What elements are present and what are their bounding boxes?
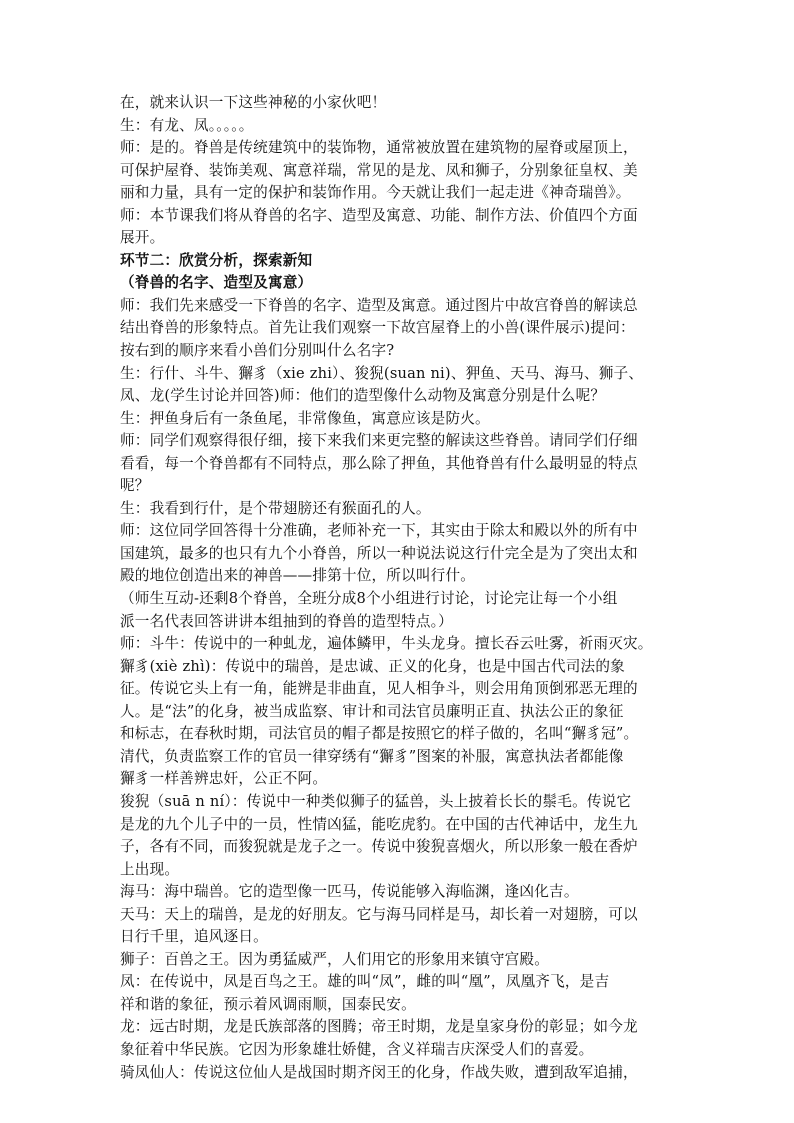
text-line: 凤、龙(学生讨论并回答)师：他们的造型像什么动物及寓意分别是什么呢？ [120, 387, 606, 405]
section-subheading: （脊兽的名字、造型及寓意） [120, 274, 313, 292]
text-line: 生：行什、斗牛、獬豸（xie zhi）、狻猊(suan ni)、狎鱼、天马、海马、狮子、 [120, 364, 644, 382]
text-line: 师：是的。脊兽是传统建筑中的装饰物，通常被放置在建筑物的屋脊或屋顶上， [120, 139, 638, 157]
text-line: 日行千里，追风逐日。 [120, 928, 268, 946]
text-line: 师：同学们观察得很仔细，接下来我们来更完整的解读这些脊兽。请同学们仔细 [120, 432, 638, 450]
text-line: 征。传说它头上有一角，能辨是非曲直，见人相争斗，则会用角顶倒邪恶无理的 [120, 680, 638, 698]
text-line: 生：有龙、凤。。。。。 [120, 116, 254, 134]
text-line: 在，就来认识一下这些神秘的小家伙吧！ [120, 94, 387, 111]
text-line: 是龙的九个儿子中的一员，性情凶猛，能吃虎豹。在中国的古代神话中，龙生九 [120, 815, 638, 833]
text-line: 象征着中华民族。它因为形象雄壮娇健，含义祥瑞吉庆深受人们的喜爱。 [120, 1040, 594, 1058]
text-line: 师：斗牛：传说中的一种虬龙，遍体鳞甲，牛头龙身。擅长吞云吐雾，祈雨灭灾。 [120, 635, 653, 653]
text-line: 结出脊兽的形象特点。首先让我们观察一下故宫屋脊上的小兽(课件展示)提问： [120, 319, 635, 337]
text-line: 人。是“法”的化身，被当成监察、审计和司法官员廉明正直、执法公正的象征 [120, 702, 624, 720]
text-line: 看看，每一个脊兽都有不同特点，那么除了押鱼，其他脊兽有什么最明显的特点 [120, 454, 638, 472]
text-line: 狮子：百兽之王。因为勇猛威严，人们用它的形象用来镇守宫殿。 [120, 950, 550, 968]
text-line: 狻猊（suā n ní）：传说中一种类似狮子的猛兽，头上披着长长的鬃毛。传说它 [120, 792, 632, 810]
text-line: 上出现。 [120, 860, 180, 878]
text-line: 国建筑，最多的也只有九个小脊兽，所以一种说法说这行什完全是为了突出太和 [120, 544, 638, 562]
text-line: 师：这位同学回答得十分准确，老师补充一下，其实由于除太和殿以外的所有中 [120, 522, 638, 540]
text-line: 和标志，在春秋时期，司法官员的帽子都是按照它的样子做的，名叫“獬豸冠”。 [120, 725, 639, 743]
section-heading: 环节二：欣赏分析，探索新知 [120, 251, 313, 269]
text-line: 骑凤仙人：传说这位仙人是战国时期齐闵王的化身，作战失败，遭到敌军追捕， [120, 1063, 638, 1081]
text-line: 丽和力量，具有一定的保护和装饰作用。今天就让我们一起走进《神奇瑞兽》。 [120, 184, 631, 202]
text-line: 祥和谐的象征，预示着风调雨顺，国泰民安。 [120, 995, 416, 1013]
text-line: 天马：天上的瑞兽，是龙的好朋友。它与海马同样是马，却长着一对翅膀，可以 [120, 905, 638, 923]
text-line: 殿的地位创造出来的神兽——排第十位，所以叫行什。 [120, 567, 476, 585]
text-line: 按右到的顺序来看小兽们分别叫什么名字? [120, 342, 395, 360]
text-line: 展开。 [120, 229, 165, 247]
text-line: 师：我们先来感受一下脊兽的名字、造型及寓意。通过图片中故宫脊兽的解读总 [120, 296, 638, 314]
text-line: 海马：海中瑞兽。它的造型像一匹马，传说能够入海临渊，逢凶化吉。 [120, 883, 579, 901]
text-line: 獬豸(xiè zhì)：传说中的瑞兽，是忠诚、正义的化身，也是中国古代司法的象 [120, 657, 625, 675]
text-line: 可保护屋脊、装饰美观、寓意祥瑞，常见的是龙、凤和狮子，分别象征皇权、美 [120, 161, 638, 179]
text-line: 清代，负责监察工作的官员一律穿绣有“獬豸”图案的补服，寓意执法者都能像 [120, 747, 624, 765]
text-line: 凤：在传说中，凤是百鸟之王。雄的叫“凤”，雌的叫“凰”，凤凰齐飞，是吉 [120, 973, 610, 991]
text-line: 龙：远古时期，龙是氏族部落的图腾；帝王时期，龙是皇家身份的彰显；如今龙 [120, 1018, 638, 1036]
text-line: 生：我看到行什，是个带翅膀还有猴面孔的人。 [120, 499, 431, 517]
text-line: （师生互动-还剩8个脊兽，全班分成8个小组进行讨论，讨论完让每一个小组 [120, 590, 618, 608]
text-line: 呢？ [120, 477, 150, 495]
text-line: 子，各有不同，而狻猊就是龙子之一。传说中狻猊喜烟火，所以形象一般在香炉 [120, 838, 638, 856]
document-body [120, 92, 680, 1084]
text-line: 师：本节课我们将从脊兽的名字、造型及寓意、功能、制作方法、价值四个方面 [120, 206, 638, 224]
text-line: 派一名代表回答讲讲本组抽到的脊兽的造型特点。） [120, 612, 453, 630]
text-line: 獬豸一样善辨忠奸，公正不阿。 [120, 770, 328, 788]
text-line: 生：押鱼身后有一条鱼尾，非常像鱼，寓意应该是防火。 [120, 409, 490, 427]
